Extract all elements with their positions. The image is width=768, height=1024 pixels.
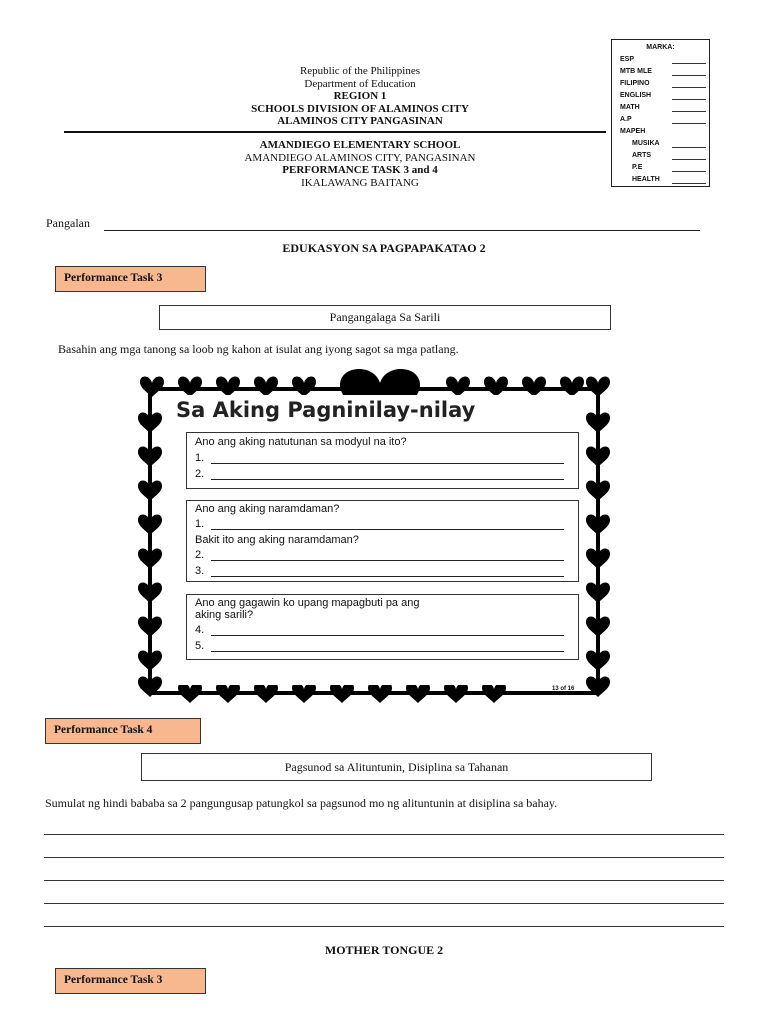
marka-row: MATH xyxy=(620,104,706,111)
marka-title: MARKA: xyxy=(646,44,675,51)
performance-task-label: Performance Task 3 xyxy=(55,266,206,292)
department-text: Department of Education xyxy=(304,77,416,90)
marka-row: P.E xyxy=(632,164,706,171)
marka-row: ESP xyxy=(620,56,706,63)
writing-line[interactable] xyxy=(44,926,724,927)
marka-row: A.P xyxy=(620,116,706,123)
grade-level: IKALAWANG BAITANG xyxy=(301,176,419,189)
writing-line[interactable] xyxy=(44,857,724,858)
answer-line[interactable] xyxy=(211,635,564,636)
answer-line[interactable] xyxy=(211,529,564,530)
question-text: Ano ang aking natutunan sa modyul na ito? xyxy=(195,436,407,448)
name-field[interactable] xyxy=(104,230,700,231)
instruction-text: Sumulat ng hindi bababa sa 2 pangungusap patungkol sa pagsunod mo ng alituntunin at disiplina sa bahay. xyxy=(45,796,558,810)
question-text: Bakit ito ang aking naramdaman? xyxy=(195,534,359,546)
answer-line[interactable] xyxy=(211,560,564,561)
answer-line[interactable] xyxy=(211,463,564,464)
performance-task-label: Performance Task 3 xyxy=(55,968,206,994)
instruction-text: Basahin ang mga tanong sa loob ng kahon at isulat ang iyong sagot sa mga patlang. xyxy=(58,342,459,356)
question-box-improve: Ano ang gagawin ko upang mapagbuti pa ang aking sarili? 4. 5. xyxy=(186,594,579,660)
writing-line[interactable] xyxy=(44,903,724,904)
subject-title: MOTHER TONGUE 2 xyxy=(324,943,444,957)
marka-row: ARTS xyxy=(632,152,706,159)
question-text: Ano ang gagawin ko upang mapagbuti pa ang xyxy=(195,597,420,609)
answer-line[interactable] xyxy=(211,651,564,652)
school-address: AMANDIEGO ALAMINOS CITY, PANGASINAN xyxy=(244,151,476,164)
marka-row: ENGLISH xyxy=(620,92,706,99)
answer-line[interactable] xyxy=(211,576,564,577)
school-header xyxy=(220,65,500,128)
page-number: 13 of 16 xyxy=(552,686,575,692)
region-text: REGION 1 xyxy=(333,90,387,102)
writing-line[interactable] xyxy=(44,834,724,835)
answer-line[interactable] xyxy=(211,479,564,480)
marka-row: MUSIKA xyxy=(632,140,706,147)
school-subheader xyxy=(220,139,500,189)
header-divider xyxy=(64,131,606,133)
city-text: ALAMINOS CITY PANGASINAN xyxy=(277,115,443,127)
marka-row: MTB MLE xyxy=(620,68,706,75)
task-title: PERFORMANCE TASK 3 and 4 xyxy=(282,164,438,176)
republic-text: Republic of the Philippines xyxy=(299,65,421,77)
question-text: aking sarili? xyxy=(195,609,254,621)
task-title-box: Pangangalaga Sa Sarili xyxy=(159,305,611,330)
task-title-box: Pagsunod sa Alituntunin, Disiplina sa Tahanan xyxy=(141,753,652,781)
marka-box xyxy=(611,39,710,187)
writing-line[interactable] xyxy=(44,880,724,881)
name-label: Pangalan xyxy=(46,216,90,230)
performance-task-label: Performance Task 4 xyxy=(45,718,201,744)
marka-row: FILIPINO xyxy=(620,80,706,87)
reflection-title: Sa Aking Pagninilay-nilay xyxy=(176,398,476,422)
question-text: Ano ang aking naramdaman? xyxy=(195,503,340,515)
question-box-feelings: Ano ang aking naramdaman? 1. Bakit ito ang aking naramdaman? 2. 3. xyxy=(186,500,579,582)
subject-title: EDUKASYON SA PAGPAPAKATAO 2 xyxy=(282,241,486,255)
marka-row: MAPEH xyxy=(620,128,646,135)
question-box-learned: Ano ang aking natutunan sa modyul na ito? 1. 2. xyxy=(186,432,579,489)
marka-row: HEALTH xyxy=(632,176,706,183)
school-name: AMANDIEGO ELEMENTARY SCHOOL xyxy=(259,139,461,151)
division-text: SCHOOLS DIVISION OF ALAMINOS CITY xyxy=(251,102,469,115)
